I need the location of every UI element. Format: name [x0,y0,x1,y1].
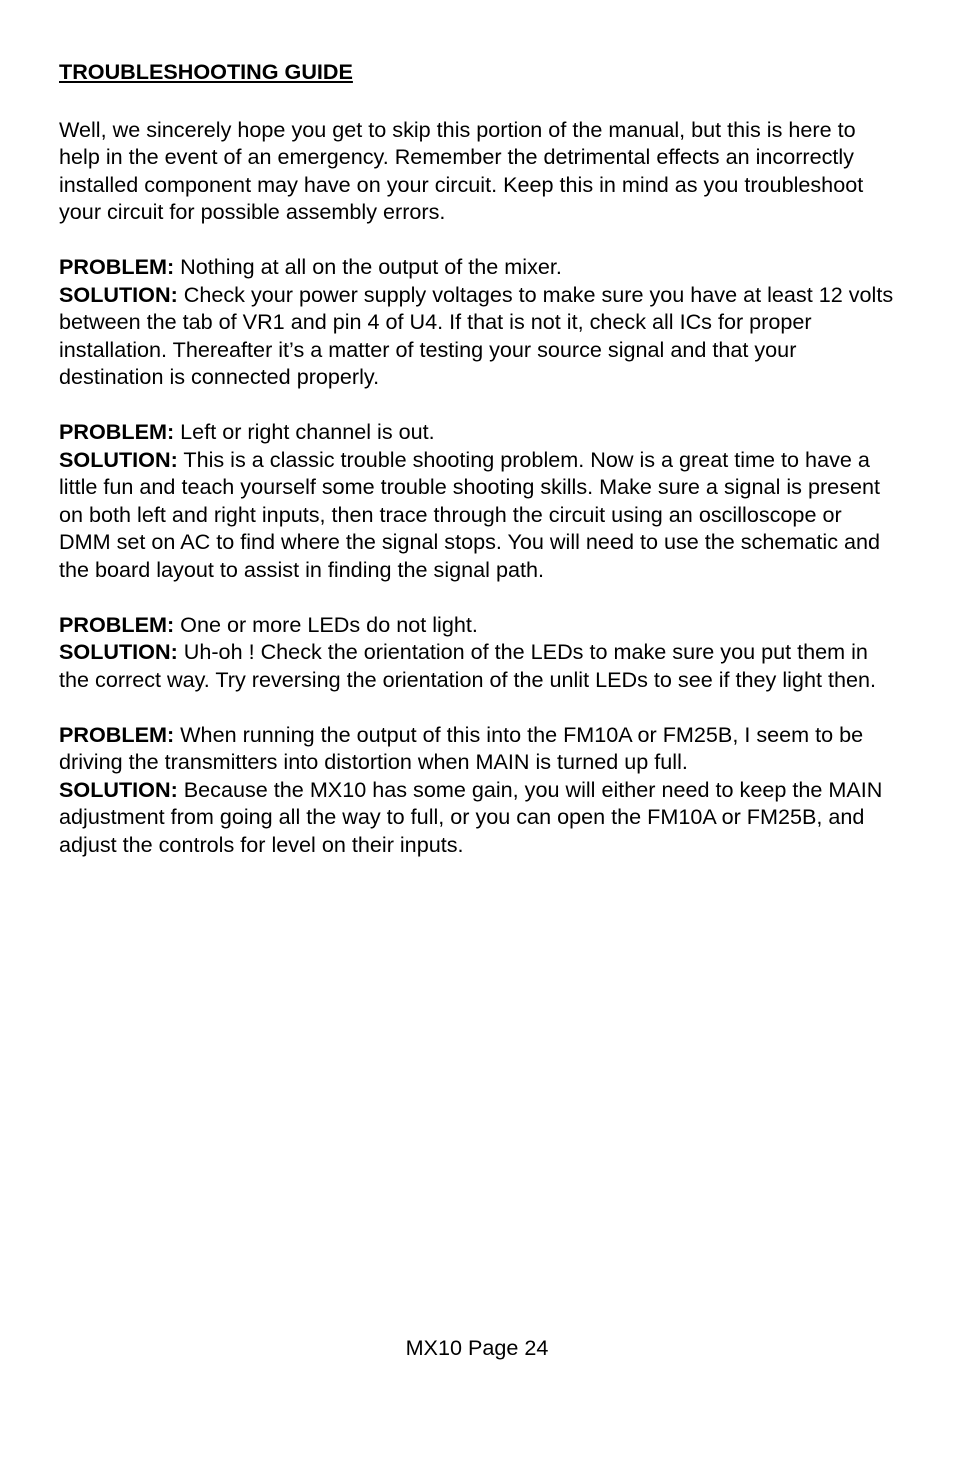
problem-line [59,611,899,639]
solution-line [59,446,899,584]
problem-line [59,253,899,281]
solution-label: SOLUTION: [59,639,178,664]
troubleshoot-item-3 [59,611,899,694]
section-title: TROUBLESHOOTING GUIDE [59,59,353,84]
problem-text: When running the output of this into the FM10A or FM25B, I seem to be driving the transmitters into distortion when MAIN is turned up full. [59,721,864,774]
problem-text: Nothing at all on the output of the mixer. [180,254,562,279]
problem-label: PROBLEM: [59,721,175,747]
solution-line [59,281,899,391]
troubleshoot-item-1 [59,253,899,391]
problem-line [59,418,899,446]
solution-text: Uh-oh ! Check the orientation of the LEDs to make sure you put them in the correct way. Try reversing the orientation of the unlit LEDs to see if they light then. [59,639,876,692]
solution-label: SOLUTION: [59,446,178,472]
page-footer: MX10 Page 24 [405,1335,549,1360]
problem-line [59,721,899,776]
problem-label: PROBLEM: [59,254,175,279]
solution-line [59,638,899,693]
solution-label: SOLUTION: [59,776,178,802]
problem-text: Left or right channel is out. [180,419,435,444]
problem-label: PROBLEM: [59,419,175,444]
manual-page [59,56,899,886]
problem-text: One or more LEDs do not light. [180,611,478,637]
problem-label: PROBLEM: [59,611,175,637]
solution-text: Because the MX10 has some gain, you will either need to keep the MAIN adjustment from going all the way to full, or you can open the FM10A or FM25B, and adjust the controls for level on their inputs. [59,776,883,857]
solution-label: SOLUTION: [59,281,178,307]
solution-text: This is a classic trouble shooting problem. Now is a great time to have a little fun and teach yourself some trouble shooting skills. Make sure a signal is present on both left and right inputs, then trace through the circuit using an oscilloscope or DMM set on AC to find where the signal stops. You will need to use the schematic and the board layout to assist in finding the signal path. [59,446,881,582]
solution-line [59,776,899,859]
intro-paragraph: Well, we sincerely hope you get to skip this portion of the manual, but this is here to help in the event of an emergency. Remember the detrimental effects an incorrectly installed component may have on your circuit. Keep this in mind as you troubleshoot your circuit for possible assembly errors. [59,116,864,224]
troubleshoot-item-4 [59,721,899,859]
troubleshoot-item-2 [59,418,899,583]
solution-text: Check your power supply voltages to make sure you have at least 12 volts between the tab of VR1 and pin 4 of U4. If that is not it, check all ICs for proper installation. Thereafter it’s a matter of testing your source signal and that your destination is connected properly. [59,281,894,389]
